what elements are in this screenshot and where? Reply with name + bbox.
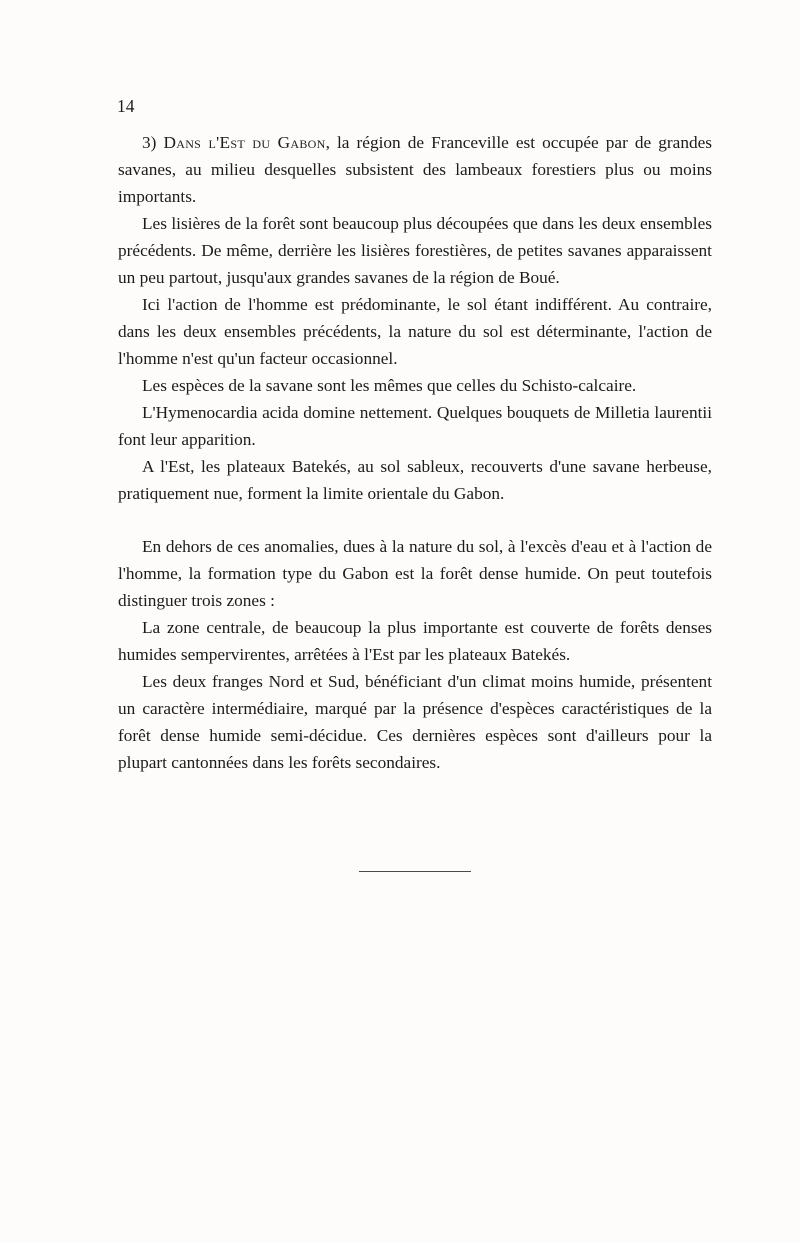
section-heading-smallcaps: Dans l'Est du Gabon xyxy=(163,133,326,152)
paragraph: A l'Est, les plateaux Batekés, au sol sableux, recouverts d'une savane herbeuse, pratiquement nue, forment la limite orientale du Gabon. xyxy=(118,457,712,503)
text-block xyxy=(118,129,712,872)
section-body-text: , la région de Franceville est occupée par de grandes savanes, au milieu desquelles subsistent des lambeaux forestiers plus ou moins importants. xyxy=(118,133,712,206)
paragraph: Les deux franges Nord et Sud, bénéficiant d'un climat moins humide, présentent un caractère intermédiaire, marqué par la présence d'espèces caractéristiques de la forêt dense humide semi-décidue. Ces dernières espèces sont d'ailleurs pour la plupart cantonnées dans les forêts secondaires. xyxy=(118,672,712,772)
paragraph: Les espèces de la savane sont les mêmes que celles du Schisto-calcaire. xyxy=(142,376,637,395)
paragraph: La zone centrale, de beaucoup la plus importante est couverte de forêts denses humides sempervirentes, arrêtées à l'Est par les plateaux Batekés. xyxy=(118,618,712,664)
paragraph: Les lisières de la forêt sont beaucoup plus découpées que dans les deux ensembles précédents. De même, derrière les lisières forestières, de petites savanes apparaissent un peu partout, jusqu'aux grandes savanes de la région de Boué. xyxy=(118,214,712,287)
section-divider-rule xyxy=(359,871,471,872)
paragraph: L'Hymenocardia acida domine nettement. Quelques bouquets de Milletia laurentii font leur apparition. xyxy=(118,403,712,449)
paragraph: En dehors de ces anomalies, dues à la nature du sol, à l'excès d'eau et à l'action de l'homme, la formation type du Gabon est la forêt dense humide. On peut toutefois distinguer trois zones : xyxy=(118,537,712,610)
page-number: 14 xyxy=(117,96,135,116)
section-number: 3) xyxy=(142,133,164,152)
paragraph: Ici l'action de l'homme est prédominante, le sol étant indifférent. Au contraire, dans les deux ensembles précédents, la nature du sol est déterminante, l'action de l'homme n'est qu'un facteur occasionnel. xyxy=(118,295,712,368)
paragraph-section-3 xyxy=(118,129,712,210)
